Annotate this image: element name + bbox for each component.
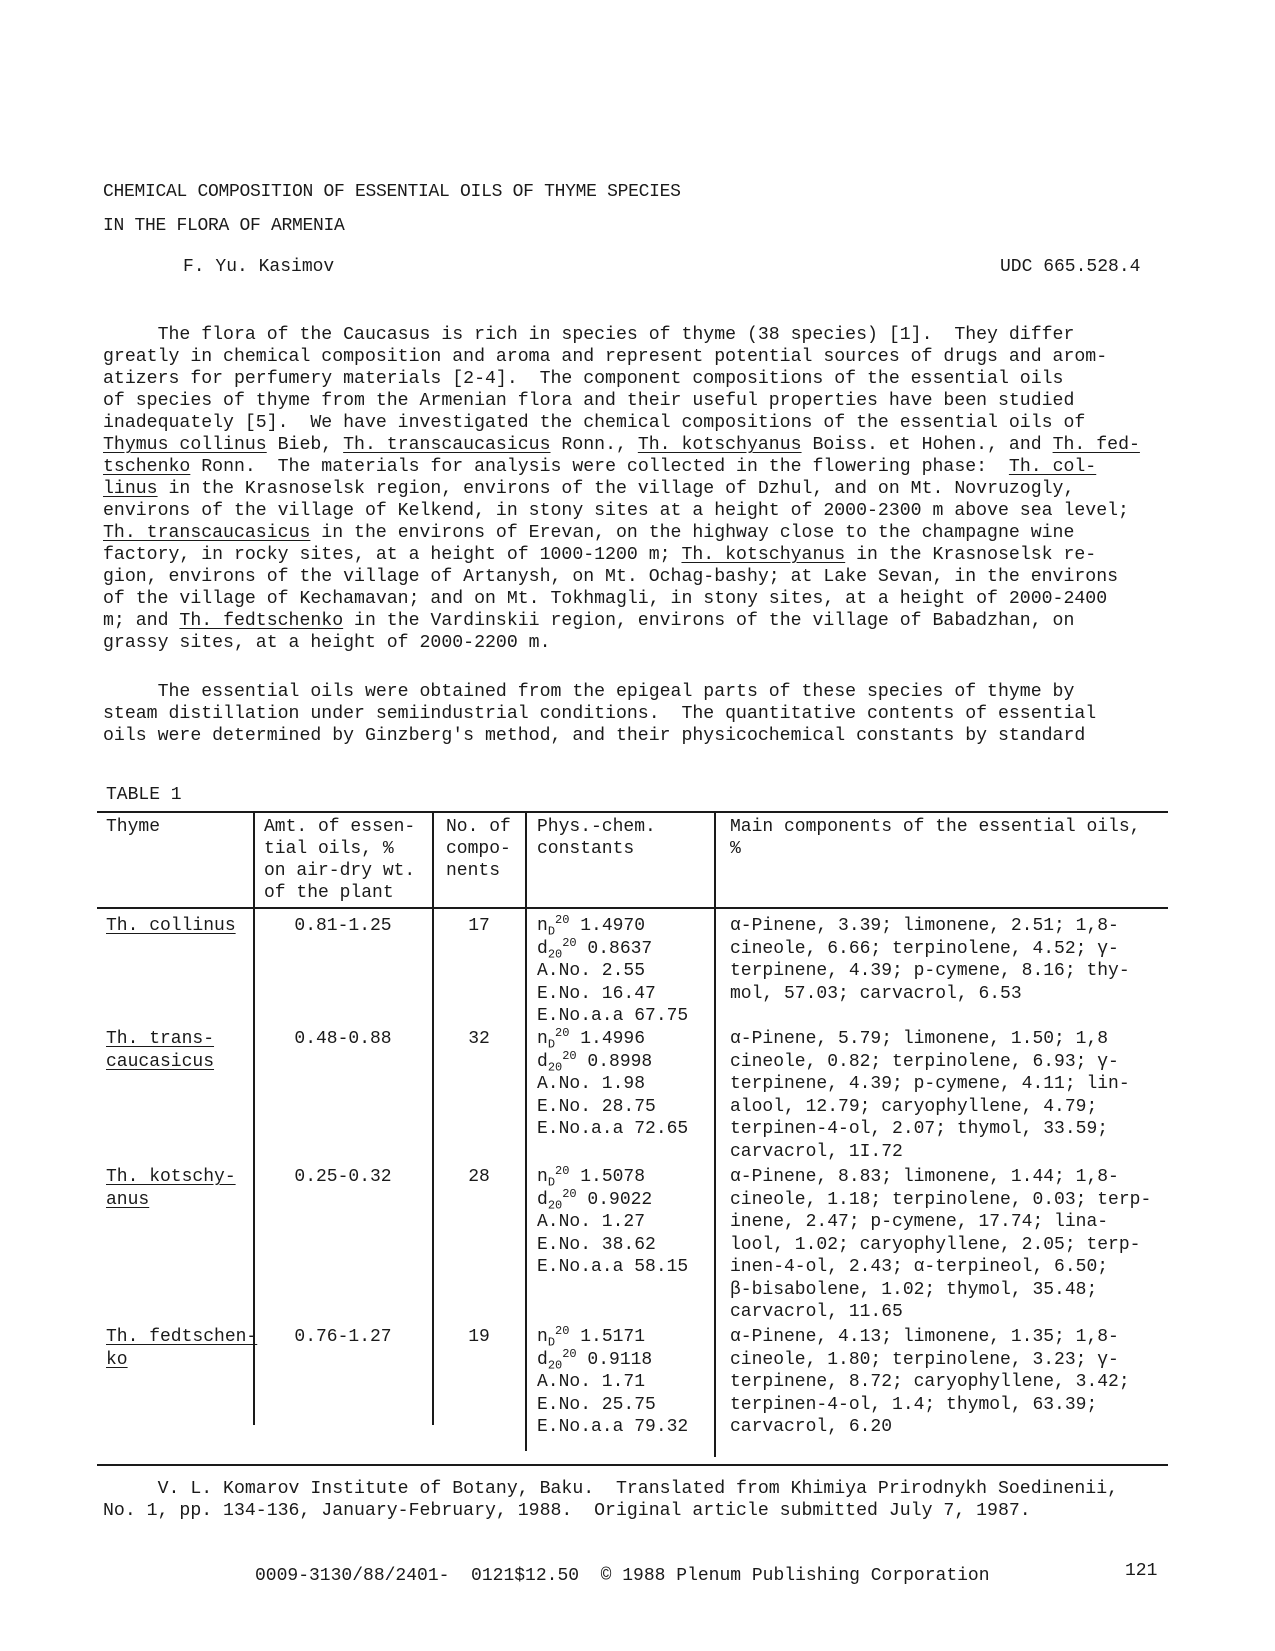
component-count-cell: 19 [468, 1327, 490, 1347]
text-line: No. 1, pp. 134-136, January-February, 1988. Original article submitted July 7, 1987. [103, 1501, 1031, 1521]
article-title [103, 175, 681, 243]
species-name: Th. kotschyanus [637, 435, 802, 455]
component-count-cell: 28 [468, 1167, 490, 1187]
constants-cell: $n_D^{20}$ 1.5171 $d_{20}^{20}$ 0.9118 A.No. 1.71 E.No. 25.75 E.No.a.a 79.32 [537, 1324, 689, 1437]
species-name: Th. fedtschen- [106, 1327, 258, 1347]
species-cell [106, 1028, 214, 1073]
superscript: 20 [555, 913, 570, 927]
text-line: grassy sites, at a height of 2000-2200 m. [103, 633, 551, 653]
text-line: The essential oils were obtained from the epigeal parts of these species of thyme by [103, 682, 1075, 702]
species-name: Thymus collinus [103, 435, 267, 455]
text-segment: Ronn. The materials for analysis were collected in the flowering phase: [190, 457, 1009, 477]
title-line-1: CHEMICAL COMPOSITION OF ESSENTIAL OILS OF THYME SPECIES [103, 182, 681, 202]
superscript: 20 [555, 1164, 570, 1178]
text-line: The flora of the Caucasus is rich in species of thyme (38 species) [1]. They differ [103, 325, 1075, 345]
page-number: 121 [1125, 1561, 1158, 1581]
table-label: TABLE 1 [106, 785, 182, 805]
species-cell [106, 915, 236, 938]
superscript: 20 [555, 1324, 570, 1338]
subscript: 20 [547, 1358, 563, 1373]
header-constants: Phys.-chem. constants [537, 817, 656, 859]
paragraph-1 [103, 324, 1188, 654]
text-segment: factory, in rocky sites, at a height of 1000-1200 m; [103, 545, 682, 565]
table-header-rule [97, 907, 1168, 909]
constants-cell: $n_D^{20}$ 1.4970 $d_{20}^{20}$ 0.8637 A.No. 2.55 E.No. 16.47 E.No.a.a 67.75 [537, 913, 689, 1026]
subscript: D [547, 1335, 556, 1350]
header-components: No. of compo- nents [446, 817, 511, 881]
text-segment: Bieb, [266, 435, 344, 455]
footnote [103, 1478, 1118, 1522]
superscript: 20 [562, 1346, 577, 1361]
subscript: 20 [547, 1198, 563, 1213]
species-name: anus [106, 1189, 150, 1210]
species-name: tschenko [103, 457, 191, 477]
title-line-2: IN THE FLORA OF ARMENIA [103, 216, 345, 236]
header-main-components: Main components of the essential oils, % [730, 817, 1141, 859]
text-line: atizers for perfumery materials [2-4]. The component compositions of the essential oils [103, 369, 1064, 389]
species-name: Th. collinus [106, 916, 236, 936]
oil-amount-cell: 0.25-0.32 [294, 1167, 392, 1187]
constants-cell: $n_D^{20}$ 1.4996 $d_{20}^{20}$ 0.8998 A.No. 1.98 E.No. 28.75 E.No.a.a 72.65 [537, 1026, 689, 1139]
text-segment: in the Krasnoselsk region, environs of the village of Dzhul, and on Mt. Novruzogly, [157, 479, 1075, 499]
oil-amount-cell: 0.76-1.27 [294, 1327, 392, 1347]
species-name: linus [103, 479, 158, 499]
species-cell [106, 1326, 257, 1371]
oil-amount-cell: 0.48-0.88 [294, 1029, 392, 1049]
species-name: caucasicus [106, 1051, 215, 1072]
species-name: Th. fed- [1052, 435, 1140, 455]
superscript: 20 [562, 1186, 577, 1201]
header-amount: Amt. of essen- tial oils, % on air-dry wt. of the plant [264, 817, 416, 903]
text-line: environs of the village of Kelkend, in stony sites at a height of 2000-2300 m above sea level; [103, 501, 1129, 521]
oil-amount-cell: 0.81-1.25 [294, 916, 392, 936]
subscript: D [547, 1037, 556, 1052]
species-name: Th. kotschyanus [681, 545, 846, 565]
udc-code: UDC 665.528.4 [1000, 257, 1141, 277]
text-line: gion, environs of the village of Artanysh, on Mt. Ochag-bashy; at Lake Sevan, in the environs [103, 567, 1119, 587]
text-line: V. L. Komarov Institute of Botany, Baku. Translated from Khimiya Prirodnykh Soedinenii, [103, 1479, 1119, 1499]
paragraph-2 [103, 681, 1188, 747]
column-divider [525, 811, 527, 1451]
text-segment: in the Vardinskii region, environs of the village of Babadzhan, on [343, 611, 1075, 631]
header-thyme: Thyme [106, 817, 161, 837]
superscript: 20 [555, 1026, 570, 1040]
text-segment: m; and [103, 611, 180, 631]
publication-code: 0009-3130/88/2401- 0121$12.50 © 1988 Plenum Publishing Corporation [255, 1566, 990, 1586]
species-cell [106, 1166, 236, 1211]
main-components-cell: α-Pinene, 8.83; limonene, 1.44; 1,8- cineole, 1.18; terpinolene, 0.03; terp- inene, 2.47; p-cymene, 17.74; lina- lool, 1.02; caryophyllene, 2.05; terp- inen-4-ol, 2.43; α-terpineol, 6.50; β-bisabolene, 1.02; thymol, 35.48; carvacrol, 11.65 [730, 1167, 1152, 1322]
constants-cell: $n_D^{20}$ 1.5078 $d_{20}^{20}$ 0.9022 A.No. 1.27 E.No. 38.62 E.No.a.a 58.15 [537, 1164, 689, 1277]
species-name: Th. col- [1008, 457, 1097, 477]
text-segment: Boiss. et Hohen., and [801, 435, 1053, 455]
text-line: of species of thyme from the Armenian flora and their useful properties have been studied [103, 391, 1075, 411]
text-line: oils were determined by Ginzberg's method, and their physicochemical constants by standard [103, 726, 1086, 746]
text-segment: Ronn., [550, 435, 638, 455]
subscript: D [547, 924, 556, 939]
component-count-cell: 17 [468, 916, 490, 936]
main-components-cell: α-Pinene, 5.79; limonene, 1.50; 1,8 cineole, 0.82; terpinolene, 6.93; γ- terpinene, 4.39; p-cymene, 4.11; lin- alool, 12.79; caryophyllene, 4.79; terpinen-4-ol, 2.07; thymol, 33.59; carvacrol, 1I.72 [730, 1029, 1130, 1162]
species-name: Th. transcaucasicus [343, 435, 551, 455]
table-top-rule [97, 811, 1168, 813]
species-name: Th. trans- [106, 1029, 215, 1049]
subscript: 20 [547, 1060, 563, 1075]
text-line: of the village of Kechamavan; and on Mt. Tokhmagli, in stony sites, at a height of 2000-2400 [103, 589, 1108, 609]
main-components-cell: α-Pinene, 4.13; limonene, 1.35; 1,8- cineole, 1.80; terpinolene, 3.23; γ- terpinene, 8.72; caryophyllene, 3.42; terpinen-4-ol, 1.4; thymol, 63.39; carvacrol, 6.20 [730, 1327, 1130, 1437]
text-line: greatly in chemical composition and aroma and represent potential sources of drugs and arom- [103, 347, 1108, 367]
superscript: 20 [562, 1048, 577, 1063]
species-name: Th. transcaucasicus [103, 523, 311, 543]
table-bottom-rule [97, 1464, 1168, 1466]
species-name: Th. kotschy- [106, 1167, 236, 1187]
text-segment: in the Krasnoselsk re- [845, 545, 1097, 565]
species-name: ko [106, 1349, 128, 1370]
superscript: 20 [562, 935, 577, 950]
text-segment: in the environs of Erevan, on the highway close to the champagne wine [310, 523, 1075, 543]
species-name: Th. fedtschenko [179, 611, 344, 631]
component-count-cell: 32 [468, 1029, 490, 1049]
text-line: inadequately [5]. We have investigated the chemical compositions of the essential oils of [103, 413, 1086, 433]
subscript: D [547, 1175, 556, 1190]
subscript: 20 [547, 947, 563, 962]
column-divider [714, 811, 716, 1457]
text-line: steam distillation under semiindustrial conditions. The quantitative contents of essential [103, 704, 1097, 724]
main-components-cell: α-Pinene, 3.39; limonene, 2.51; 1,8- cineole, 6.66; terpinolene, 4.52; γ- terpinene, 4.39; p-cymene, 8.16; thy- mol, 57.03; carvacrol, 6.53 [730, 916, 1130, 1004]
author: F. Yu. Kasimov [183, 257, 335, 277]
